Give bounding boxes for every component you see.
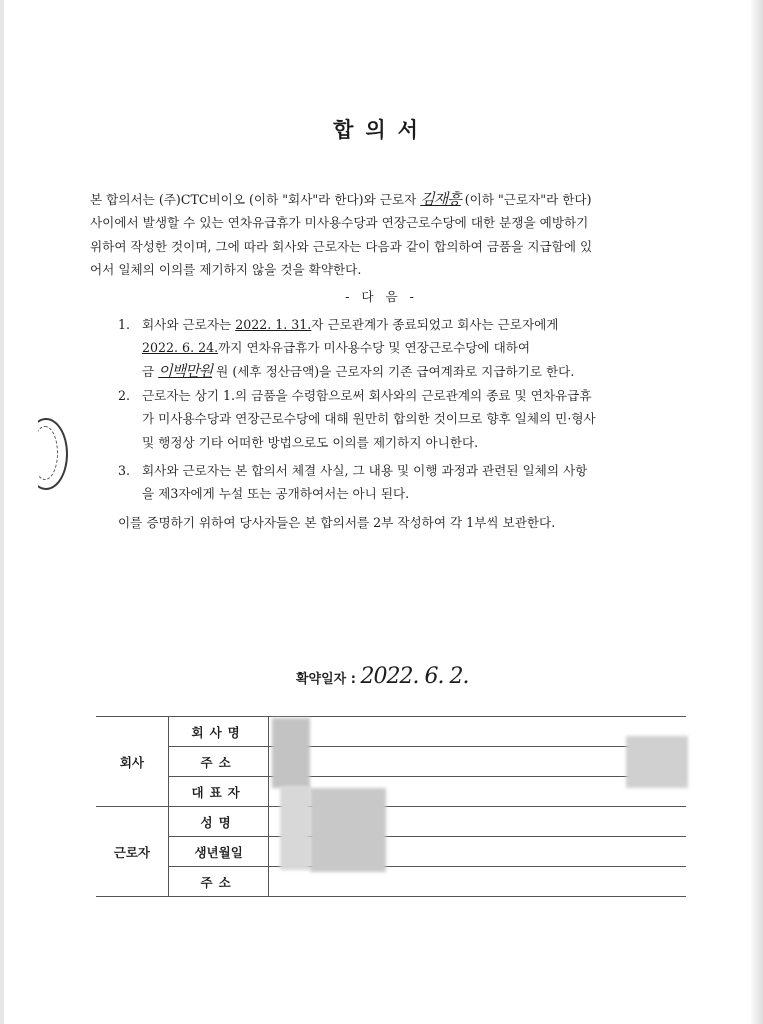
ceo-label: 대표자	[168, 777, 269, 807]
agreement-date	[296, 664, 468, 689]
clause-line	[142, 313, 682, 336]
table-row	[96, 777, 686, 807]
worker-handwritten-name: 김재흥	[420, 190, 461, 208]
clause-text: 원 (세후 정산금액)을 근로자의 기존 급여계좌로 지급하기로 한다.	[216, 363, 575, 379]
clause-text: 자 근로관계가 종료되었고 회사는 근로자에게	[311, 317, 559, 332]
redaction-block	[280, 786, 310, 870]
clause-number: 1.	[118, 317, 131, 332]
intro-line-2: 사이에서 발생할 수 있는 연차유급휴가 미사용수당과 연장근로수당에 대한 분쟁을 예방하기	[90, 215, 589, 231]
page-edge-right	[751, 0, 763, 1024]
intro-text: (이하 "근로자"라 한다)	[464, 192, 592, 207]
redaction-block	[272, 718, 310, 788]
company-group-label: 회사	[96, 717, 168, 807]
termination-date: 2022. 1. 31.	[235, 317, 312, 332]
intro-line-4: 어서 일체의 이의를 제기하지 않을 것을 확약한다.	[90, 261, 362, 277]
closing-statement: 이를 증명하기 위하여 당사자들은 본 합의서를 2부 작성하여 각 1부씩 보관한다.	[118, 515, 556, 530]
redaction-block	[310, 788, 386, 872]
clause-number: 2.	[118, 388, 131, 403]
clause-line	[142, 336, 682, 359]
signature-table	[96, 716, 686, 897]
payment-date: 2022. 6. 24.	[142, 340, 219, 356]
handwritten-date: 2022. 6. 2.	[360, 664, 469, 689]
company-name-value	[269, 717, 686, 747]
clause-line	[142, 360, 682, 383]
clause-text: 회사와 근로자는	[142, 317, 232, 332]
company-address-value	[269, 747, 686, 777]
clause-line: 회사와 근로자는 본 합의서 체결 사실, 그 내용 및 이행 과정과 관련된 일체의 사항	[142, 463, 588, 478]
clause-line: 및 행정상 기타 어떠한 방법으로도 이의를 제기하지 아니한다.	[142, 434, 479, 450]
table-row	[96, 837, 686, 867]
table-row	[96, 747, 686, 777]
table-row	[96, 807, 686, 837]
intro-line-1	[90, 188, 680, 211]
intro-paragraph	[90, 188, 680, 281]
table-row	[96, 867, 686, 897]
intro-line-3: 위하여 작성한 것이며, 그에 따라 회사와 근로자는 다음과 같이 합의하여 금품을 지급함에 있	[90, 238, 593, 254]
clause-text: 까지 연차유급휴가 미사용수당 및 연장근로수당에 대하여	[218, 340, 531, 356]
worker-name-label: 성명	[168, 807, 269, 837]
clause-line: 을 제3자에게 누설 또는 공개하여서는 아니 된다.	[142, 486, 410, 502]
worker-address-label: 주소	[168, 867, 269, 897]
page-edge-left	[0, 0, 4, 1024]
intro-text: 본 합의서는 (주)CTC비이오 (이하 "회사"라 한다)와 근로자	[90, 192, 417, 207]
worker-group-label: 근로자	[96, 807, 168, 897]
company-name-label: 회사명	[168, 717, 269, 747]
handwritten-amount: 이백만원	[158, 361, 213, 380]
company-address-label: 주소	[168, 747, 269, 777]
clause-number: 3.	[118, 463, 131, 478]
section-heading: - 다 음 -	[345, 289, 418, 304]
document-title: 합의서	[333, 118, 430, 142]
birth-date-label: 생년월일	[168, 837, 269, 867]
company-seal-stamp	[24, 418, 68, 490]
clause-text: 금	[142, 363, 155, 379]
redaction-block	[626, 736, 688, 788]
table-row	[96, 717, 686, 747]
clause-line: 근로자는 상기 1.의 금품을 수령함으로써 회사와의 근로관계의 종료 및 연차유급휴	[142, 388, 592, 403]
clause-line: 가 미사용수당과 연장근로수당에 대해 원만히 합의한 것이므로 향후 일체의 민·형사	[142, 411, 596, 427]
date-label: 확약일자 :	[296, 672, 356, 687]
